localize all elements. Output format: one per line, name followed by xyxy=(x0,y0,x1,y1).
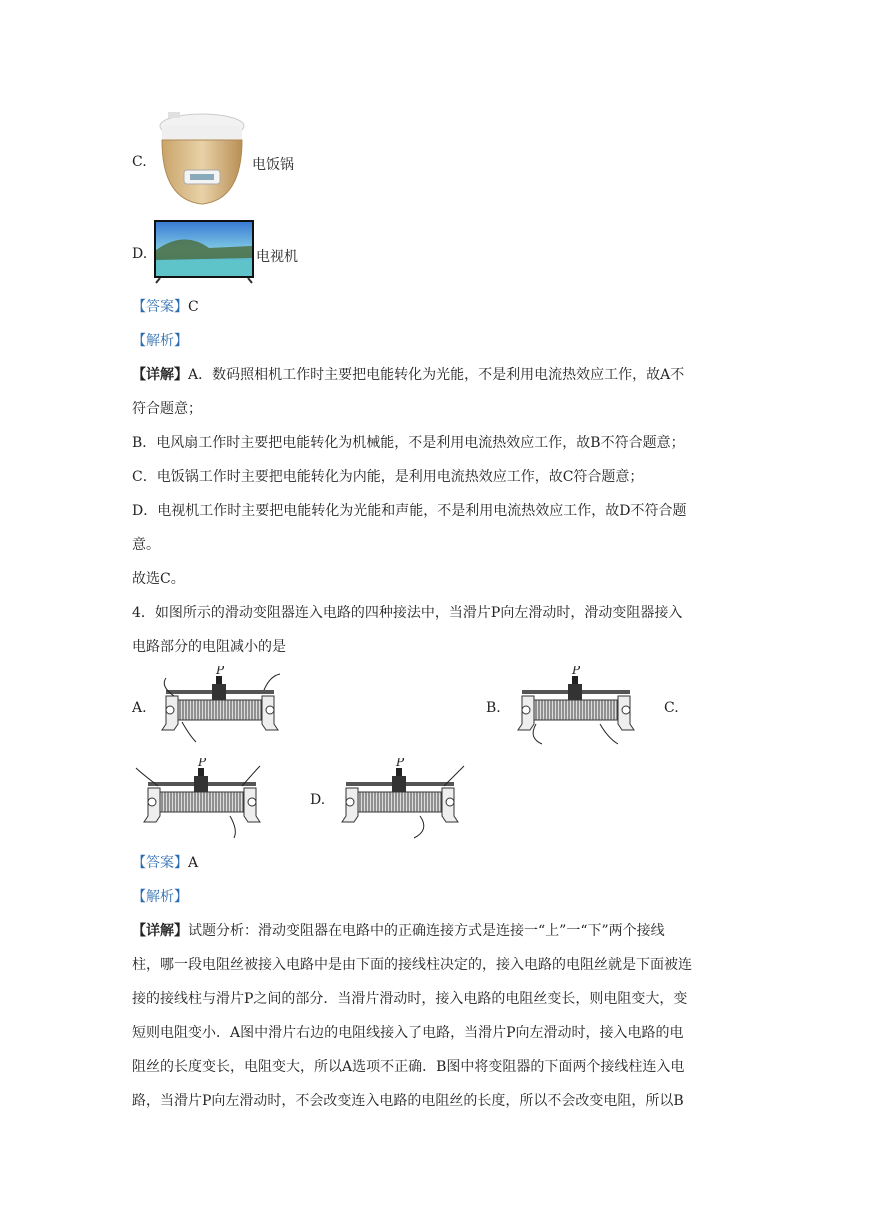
q4-option-c-letter: C. xyxy=(664,700,679,716)
option-c-caption: 电饭锅 xyxy=(252,157,294,173)
answer-tag: 【答案】 xyxy=(132,855,188,871)
q4-option-d-letter: D. xyxy=(310,792,326,808)
connection-wire xyxy=(136,768,158,786)
connection-wire xyxy=(264,674,280,690)
slider-knob xyxy=(572,676,578,684)
q4-option-a-letter: A. xyxy=(132,700,147,716)
slider-p xyxy=(392,776,406,792)
option-d-letter: D. xyxy=(132,246,148,262)
rheostat-drawing xyxy=(508,666,644,750)
rheostat-drawing xyxy=(332,758,468,842)
rheostat-drawing xyxy=(134,758,270,842)
left-bottom-terminal xyxy=(148,798,156,806)
q4-stem-line-0: 4．如图所示的滑动变阻器连入电路的四种接法中，当滑片P向左滑动时，滑动变阻器接入 xyxy=(132,605,683,621)
rheostat-figure-b xyxy=(508,666,644,754)
q3-detail-line-4: D．电视机工作时主要把电能转化为光能和声能，不是利用电流热效应工作，故D不符合题 xyxy=(132,503,687,519)
right-bottom-terminal xyxy=(446,798,454,806)
q4-analysis-tag: 【解析】 xyxy=(132,889,188,905)
right-bottom-terminal xyxy=(266,706,274,714)
q4-detail-line-5: 路，当滑片P向左滑动时，不会改变连入电路的电阻丝的长度，所以不会改变电阻，所以B xyxy=(132,1093,684,1109)
rheostat-figure-d xyxy=(332,758,468,846)
q3-detail-line-6: 故选C。 xyxy=(132,571,185,587)
q3-analysis-tag: 【解析】 xyxy=(132,333,188,349)
q3-detail-line-2: B．电风扇工作时主要把电能转化为机械能，不是利用电流热效应工作，故B不符合题意； xyxy=(132,435,685,451)
q4-option-b-letter: B. xyxy=(486,700,501,716)
answer-value: C xyxy=(188,299,199,315)
connection-wire xyxy=(600,724,618,744)
slider-p xyxy=(568,684,582,700)
q4-detail-line-4: 阻丝的长度变长，电阻变大，所以A选项不正确．B图中将变阻器的下面两个接线柱连入电 xyxy=(132,1059,685,1075)
right-bottom-terminal xyxy=(622,706,630,714)
right-bottom-terminal xyxy=(248,798,256,806)
slider-label: P xyxy=(216,666,225,677)
television-image xyxy=(154,220,254,284)
detail-text: A．数码照相机工作时主要把电能转化为光能，不是利用电流热效应工作，故A不 xyxy=(188,367,685,383)
answer-value: A xyxy=(188,855,199,871)
detail-tag: 【详解】 xyxy=(132,923,188,939)
slider-knob xyxy=(396,768,402,776)
slider-label: P xyxy=(396,758,405,769)
detail-text: 试题分析：滑动变阻器在电路中的正确连接方式是连接一“上”一“下”两个接线 xyxy=(188,923,665,939)
connection-wire xyxy=(182,722,196,742)
q3-answer xyxy=(132,296,199,316)
slider-knob xyxy=(216,676,222,684)
rheostat-figure-c xyxy=(134,758,270,846)
q3-detail-line-1: 符合题意； xyxy=(132,401,202,417)
option-c-letter: C. xyxy=(132,154,147,170)
q3-detail-line-3: C．电饭锅工作时主要把电能转化为内能，是利用电流热效应工作，故C符合题意； xyxy=(132,469,644,485)
rheostat-drawing xyxy=(152,666,288,750)
q4-detail-line-0 xyxy=(132,920,665,940)
left-bottom-terminal xyxy=(166,706,174,714)
left-bottom-terminal xyxy=(522,706,530,714)
rheostat-figure-a xyxy=(152,666,288,754)
q4-detail-line-1: 柱，哪一段电阻丝被接入电路中是由下面的接线柱决定的，接入电路的电阻丝就是下面被连 xyxy=(132,957,692,973)
slider-knob xyxy=(198,768,204,776)
left-bottom-terminal xyxy=(346,798,354,806)
answer-tag: 【答案】 xyxy=(132,299,188,315)
connection-wire xyxy=(230,816,235,838)
slider-p xyxy=(212,684,226,700)
slider-label: P xyxy=(572,666,581,677)
q4-answer xyxy=(132,852,198,872)
connection-wire xyxy=(414,816,424,838)
slider-label: P xyxy=(198,758,207,769)
rice-cooker-image xyxy=(154,108,250,208)
q4-detail-line-3: 短则电阻变小．A图中滑片右边的电阻线接入了电路，当滑片P向左滑动时，接入电路的电 xyxy=(132,1025,684,1041)
q3-detail-line-0 xyxy=(132,364,684,384)
q4-detail-line-2: 接的接线柱与滑片P之间的部分．当滑片滑动时，接入电路的电阻丝变长，则电阻变大，变 xyxy=(132,991,688,1007)
q4-stem-line-1: 电路部分的电阻减小的是 xyxy=(132,639,286,655)
slider-p xyxy=(194,776,208,792)
connection-wire xyxy=(533,724,542,744)
option-d-caption: 电视机 xyxy=(256,249,298,265)
q3-detail-line-5: 意。 xyxy=(132,537,160,553)
detail-tag: 【详解】 xyxy=(132,367,188,383)
